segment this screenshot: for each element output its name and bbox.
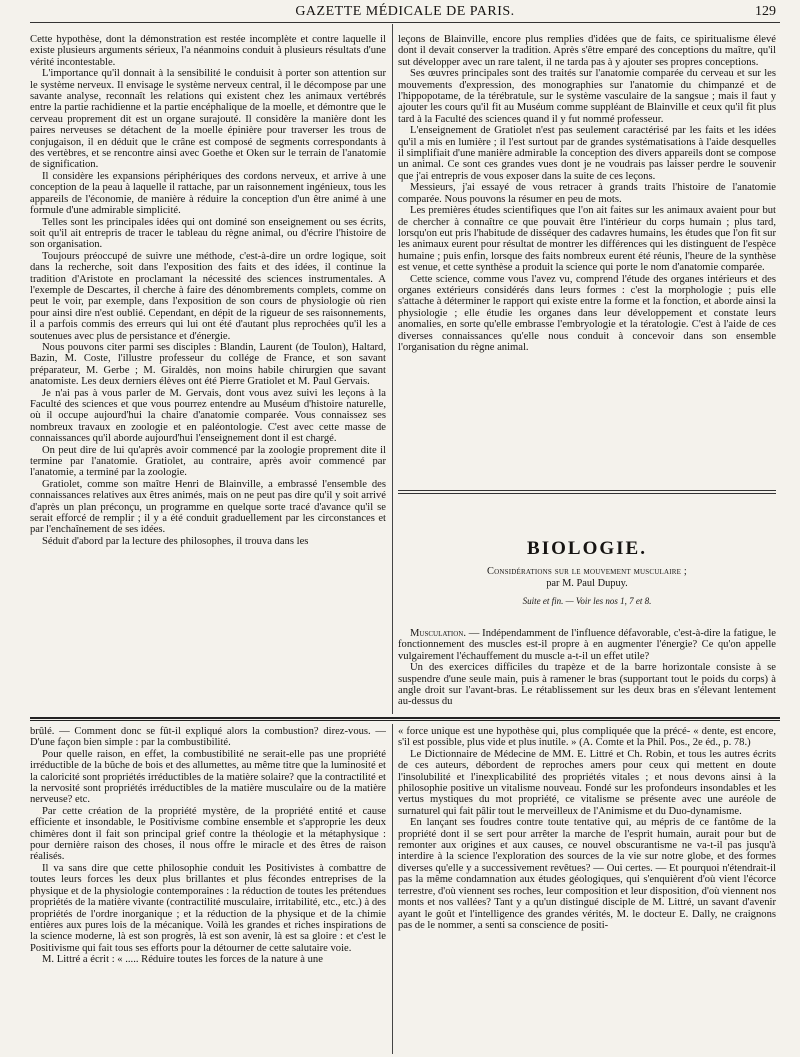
paragraph-text: — Indépendamment de l'influence défavorable, c'est-à-dire la fatigue, le fonctionnement des muscles est-il propre à en augmenter l'énergie? Ce qu'on appelle vulgairement l'échauffement du muscle a-t-il un effet utile? xyxy=(398,628,776,662)
paragraph: Il va sans dire que cette philosophie conduit les Positivistes à combattre de toutes leurs forces les deux plus brillantes et plus fécondes entreprises de la physique et de la physiologie contemporaines : la réduction de toutes les prétendues propriétés de la matière vivante (contractilité musculaire, irritabilité, etc., etc.) à des propriétés de l'ordre inorganique ; et la réduction de la physique et de la chimie entières aux pures lois de la mécanique. Voilà les grandes et riches inspirations de la science moderne, là est son progrès, là est son avenir, là est sa gloire : et c'est le Positivisme qui fait tous ses efforts pour la détourner de cette salutaire voie. xyxy=(30,862,386,954)
biology-section-heading xyxy=(398,494,776,630)
paragraph: Le Dictionnaire de Médecine de MM. E. Littré et Ch. Robin, et tous les autres écrits de ces auteurs, débordent de reproches amers pour ceux qui mettent en doute l'insolubilité et l'inexplicabilité des propriétés vitales ; et nous devons ainsi à la philosophie positive un vitalisme nouveau. Fondé sur les profondeurs insondables et les vertus mystiques du mot propriété, ce vitalisme se présente avec une auréole de surnaturel qui fait pâlir tout le merveilleux de l'Animisme et du Duo-dynamisme. xyxy=(398,748,776,817)
page-number: 129 xyxy=(755,4,776,19)
paragraph: Séduit d'abord par la lecture des philosophes, il trouva dans les xyxy=(42,535,309,547)
column-bottom-left xyxy=(30,726,386,1052)
paragraph: Par cette création de la propriété mystère, de la propriété entité et cause efficiente et insondable, le Positivisme combine ensemble et s'approprie les deux chimères dont il fait son principal grief contre la théologie et la métaphysique : pour dernière raison des choses, il nous offre le miracle et des êtres de raison réalisés. xyxy=(30,805,386,863)
paragraph-text: Un des exercices difficiles du trapèze et de la barre horizontale consiste à se suspendre d'une seule main, puis à ramener le bras (supportant tout le poids du corps) à angle droit sur l'avant-bras. Le rétablissement sur les deux bras en s'élevant lentement au-dessus du xyxy=(398,662,776,708)
paragraph: Messieurs, j'ai essayé de vous retracer à grands traits l'histoire de l'anatomie comparée. Nous pouvons la résumer en peu de mots. xyxy=(398,182,776,205)
article-author: par M. Paul Dupuy. xyxy=(546,578,628,589)
paragraph: Cette hypothèse, dont la démonstration est restée incomplète et contre laquelle il existe plusieurs arguments sérieux, l'a néanmoins conduit à plusieurs résultats d'une vérité incontestable. xyxy=(30,34,386,68)
run-in-heading: Musculation. xyxy=(410,628,467,639)
paragraph: On peut dire de lui qu'après avoir commencé par la zoologie proprement dite il termine par l'anatomie. Gratiolet, au contraire, après avoir commencé par l'anatomie, a terminé par la zoologie. xyxy=(30,444,386,479)
journal-title: GAZETTE MÉDICALE DE PARIS. xyxy=(295,4,515,19)
paragraph: brûlé. — Comment donc se fût-il expliqué alors la combustion? direz-vous. — D'une façon bien simple : par la combustibilité. xyxy=(30,726,386,749)
paragraph: Gratiolet, comme son maître Henri de Blainville, a embrassé l'ensemble des connaissances relatives aux êtres animés, mais on ne peut pas dire qu'il y soit arrivé d'après un plan préconçu, un programme en quelque sorte tracé d'avance qu'il se serait efforcé de remplir ; il y a été conduit graduellement par les circonstances et par l'enchaînement de ses idées. xyxy=(30,478,386,536)
paragraph: L'importance qu'il donnait à la sensibilité le conduisit à porter son attention sur le système nerveux. Il envisage le système nerveux central, il le décompose par une savante analyse, reconnaît les relations qui existent chez les animaux vertébrés entre la partie rachidienne et la partie encéphalique de la moelle, et démontre que le cerveau proprement dit est un organe surajouté. Il considère la manière dont les paires nerveuses se détachent de la moelle épinière pour traverser les trous de conjugaison, il en déduit que le crâne est composé de segments correspondants à des vertèbres, et se rencontre ainsi avec Goethe et Oken sur le terrain de l'anatomie de signification. xyxy=(30,68,386,171)
column-divider-top xyxy=(392,24,393,714)
column-bottom-right xyxy=(398,726,776,1052)
paragraph: Il considère les expansions périphériques des cordons nerveux, et arrive à une conception de la peau à laquelle il rattache, par un raisonnement ingénieux, tous les appareils de l'économie, de manière à réduire la conception d'un être animé à une formule d'une admirable simplicité. xyxy=(30,170,386,217)
paragraph: Les premières études scientifiques que l'on ait faites sur les animaux avaient pour but de chercher à connaître ce que pouvait être l'intérieur du corps humain ; plus tard, lorsqu'on eut pris l'habitude de disséquer des cadavres humains, les études que l'on fit sur les animaux eurent pour résultat de montrer les différences qui les distinguent de l'espèce humaine ; puis enfin, lorsque des faits nombreux eurent été réunis, l'heure de la synthèse est venue, et cette synthèse a produit la science qui porte le nom d'anatomie comparée. xyxy=(398,205,776,274)
paragraph xyxy=(398,662,776,708)
section-separator xyxy=(398,490,776,491)
section-rule-thin xyxy=(30,720,780,721)
paragraph: Je n'ai pas à vous parler de M. Gervais, dont vous avez suivi les leçons à la Faculté des sciences et que vous pourrez entendre au Muséum d'histoire naturelle, où il occupe aujourd'hui la chaire d'anatomie comparée. Vous connaissez ses nombreux travaux en zoologie et en paléontologie. C'est avec cette masse de connaissances qu'il aborde aujourd'hui l'enseignement dont il est chargé. xyxy=(30,387,386,445)
article-subtitle: Considérations sur le mouvement musculaire ; xyxy=(487,566,687,577)
paragraph: L'enseignement de Gratiolet n'est pas seulement caractérisé par les faits et les idées qu'il a mis en lumière ; il l'est surtout par de grandes systématisations à l'aide desquelles il simplifiait d'une manière admirable la conception des divers appareils dont se compose un animal. Ce sont ces grandes vues dont je ne voudrais pas laisser perdre le souvenir que j'ai entrepris de vous exposer dans la suite de ces leçons. xyxy=(398,125,776,182)
paragraph: Nous pouvons citer parmi ses disciples : Blandin, Laurent (de Toulon), Haltard, Bazin, M. Coste, l'illustre professeur du collége de France, et son savant préparateur, M. Gerbe ; M. Giraldès, non moins habile chirurgien que savant anatomiste. Les deux derniers élèves ont été Pierre Gratiolet et M. Paul Gervais. xyxy=(30,341,386,388)
column-top-left xyxy=(30,34,386,710)
section-title: BIOLOGIE. xyxy=(527,538,647,559)
paragraph: Ses œuvres principales sont des traités sur l'anatomie comparée du cerveau et sur les mouvements d'expression, des monographies sur l'anatomie du chimpanzé et de l'hippopotame, de la térébratule, sur le système vasculaire de la sangsue ; mais il faut y ajouter les cours qu'il fit au Muséum comme suppléant de Blainville et ceux qu'il fit plus tard à la Faculté des sciences quand il y fut nommé professeur. xyxy=(398,68,776,125)
paragraph: Telles sont les principales idées qui ont dominé son enseignement ou ses écrits, soit qu'il ait entrepris de tracer le tableau du règne animal, ou d'écrire l'histoire de son organisation. xyxy=(30,216,386,251)
paragraph: leçons de Blainville, encore plus remplies d'idées que de faits, ce spiritualisme élevé dont il devait conserver la tradition. Après s'être emparé des conceptions du maître, qu'il sut développer avec un rare talent, il ne tarda pas à y ajouter ses propres conceptions. xyxy=(398,34,776,68)
paragraph: Toujours préoccupé de suivre une méthode, c'est-à-dire un ordre logique, soit dans la recherche, soit dans l'exposition des faits et des idées, il continue la tradition d'Aristote en proclamant la nécessité des sciences instrumentales. A l'exemple de Descartes, il cherche à faire des dénombrements complets, comme on peut le voir, par exemple, dans l'exposition de son cours de physiologie où rien pour ainsi dire n'est oublié. Cependant, en dépit de la rigueur de ses raisonnements, il a parfois commis des erreurs qui lui ont été d'autant plus reprochées qu'il les a soutenues avec plus de persistance et d'énergie. xyxy=(30,250,386,342)
page-header xyxy=(30,2,780,23)
biology-article-text xyxy=(398,628,776,718)
column-top-right xyxy=(398,34,776,486)
paragraph: M. Littré a écrit : « ..... Réduire toutes les forces de la nature à une xyxy=(42,954,323,966)
column-divider-bottom xyxy=(392,724,393,1054)
continuation-note: Suite et fin. — Voir les nos 1, 7 et 8. xyxy=(522,596,652,606)
paragraph: Cette science, comme vous l'avez vu, comprend l'étude des organes intérieurs et des organes extérieurs considérés dans leurs formes : c'est la morphologie ; puis elle s'attache à déterminer le rapport qui existe entre la forme et la fonction, et aborde ainsi la physiologie ; elle étudie les organes dans leur développement et constate leurs anomalies, en sorte qu'elle embrasse l'embryologie et la tératologie. C'est à l'aide de ces diverses connaissances qu'elle nous conduit à concevoir dans son ensemble l'organisation du règne animal. xyxy=(398,273,776,353)
paragraph: « force unique est une hypothèse qui, plus compliquée que la précé- « dente, est encore, s'il est possible, plus vide et plus inutile. » (A. Comte et la Phil. Pos., 2e éd., p. 78.) xyxy=(398,726,776,749)
paragraph: Pour quelle raison, en effet, la combustibilité ne serait-elle pas une propriété irréductible de la bûche de bois et des allumettes, au même titre que la luminosité et la caloricité sont propriétés irréductibles de la matière solaire? que la contractilité et la nervosité sont propriétés irréductibles de la matière musculaire ou de la matière nerveuse? etc. xyxy=(30,748,386,806)
paragraph: En lançant ses foudres contre toute tentative qui, au mépris de ce fantôme de la propriété dont il se sert pour arrêter la marche de l'esprit humain, aurait pour but de remonter aux origines et aux causes, ce nouvel obscurantisme ne va-t-il pas jusqu'à interdire à la science l'exploration des sources de la vie sur notre globe, et des formes diverses qu'elle y a successivement revêtues? — Oui certes. — Et pourquoi n'étendrait-il pas la même condamnation aux études géologiques, qui s'enquièrent d'où vient l'écorce terrestre, d'où viennent ses roches, leur composition et leur disposition, d'où viennent nos monts et nos vallées? Tant y a qu'un distingué disciple de M. Littré, un savant d'avenir ayant le goût et l'intelligence des grandes vérités, M. le docteur E. Dally, ne craignons pas de le nommer, a senti sa conscience de positi- xyxy=(398,817,776,931)
paragraph xyxy=(398,628,776,662)
